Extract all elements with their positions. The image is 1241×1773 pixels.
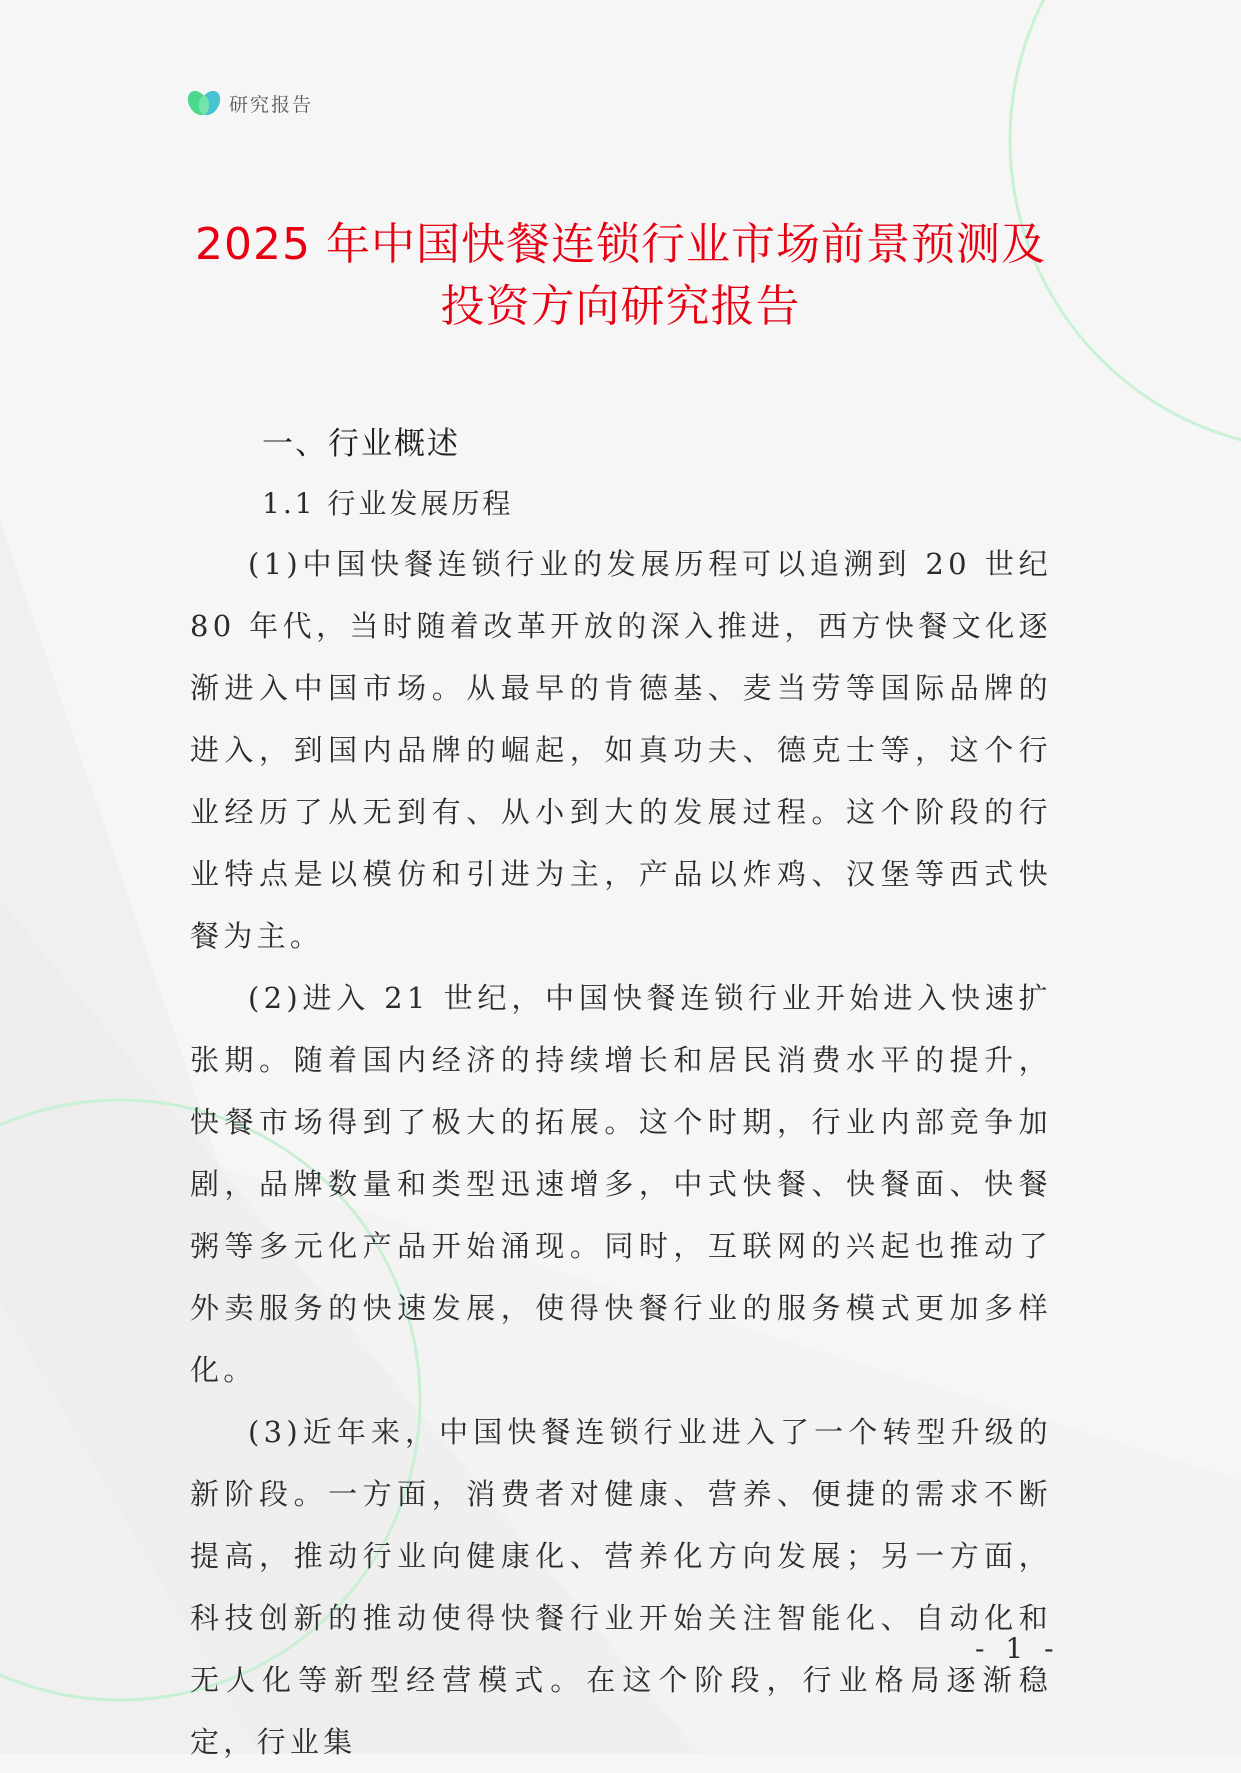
paragraph-2: (2)进入 21 世纪，中国快餐连锁行业开始进入快速扩张期。随着国内经济的持续增长和居民消费水平的提升，快餐市场得到了极大的拓展。这个时期，行业内部竞争加剧，品牌数量和类型迅速增多，中式快餐、快餐面、快餐粥等多元化产品开始涌现。同时，互联网的兴起也推动了外卖服务的快速发展，使得快餐行业的服务模式更加多样化。 [190, 981, 1052, 1387]
brand-label: 研究报告 [229, 93, 314, 116]
title-line-1: 2025 年中国快餐连锁行业市场前景预测及 [195, 219, 1046, 270]
page-number: - 1 - [975, 1632, 1060, 1665]
header-brand [187, 88, 313, 118]
subsection-heading: 1.1 行业发展历程 [262, 487, 514, 520]
document-title [150, 214, 1091, 338]
paragraph-1: (1)中国快餐连锁行业的发展历程可以追溯到 20 世纪 80 年代，当时随着改革开放的深入推进，西方快餐文化逐渐进入中国市场。从最早的肯德基、麦当劳等国际品牌的进入，到国内品牌的崛起，如真功夫、德克士等，这个行业经历了从无到有、从小到大的发展过程。这个阶段的行业特点是以模仿和引进为主，产品以炸鸡、汉堡等西式快餐为主。 [190, 547, 1052, 953]
leaf-logo-icon [187, 88, 221, 118]
title-line-2: 投资方向研究报告 [440, 281, 801, 332]
body-text [190, 533, 1052, 1773]
paragraph-3: (3)近年来，中国快餐连锁行业进入了一个转型升级的新阶段。一方面，消费者对健康、营养、便捷的需求不断提高，推动行业向健康化、营养化方向发展；另一方面，科技创新的推动使得快餐行业开始关注智能化、自动化和无人化等新型经营模式。在这个阶段，行业格局逐渐稳定，行业集 [190, 1415, 1052, 1759]
section-heading: 一、行业概述 [262, 426, 460, 462]
